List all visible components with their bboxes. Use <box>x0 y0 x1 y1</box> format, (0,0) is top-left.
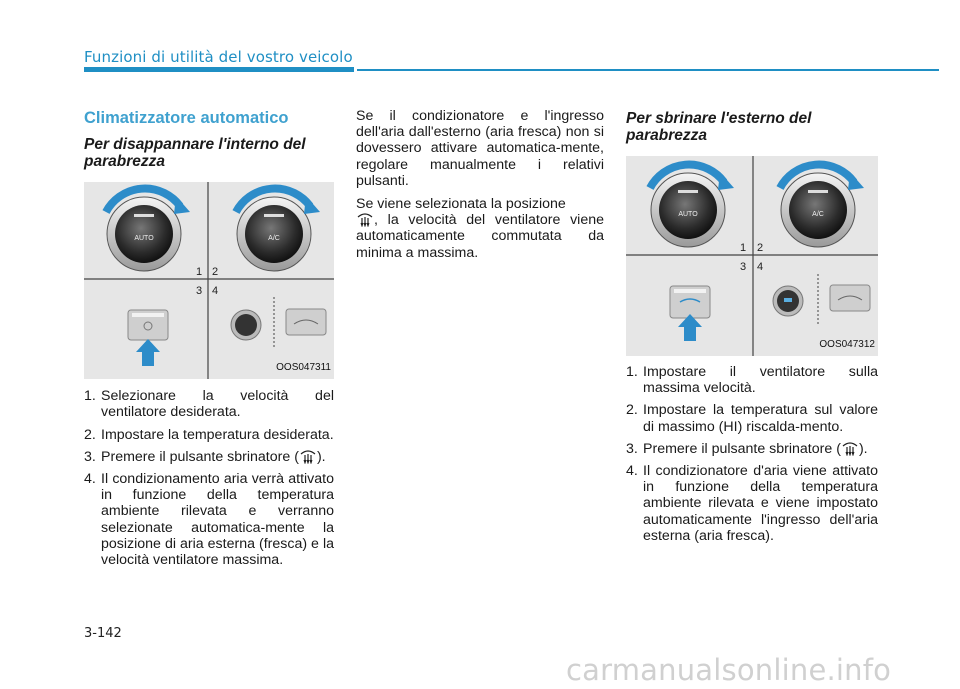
section-heading: Climatizzatore automatico <box>84 109 289 127</box>
svg-text:1: 1 <box>740 242 747 254</box>
list-item: 1. Selezionare la velocità del ventilatore desiderata. <box>84 388 334 421</box>
small-knob-icon <box>231 310 261 340</box>
defrost-icon <box>299 449 317 464</box>
steps-list <box>84 388 334 568</box>
subheading-defrost: Per sbrinare l'esterno del parabrezza <box>626 110 812 144</box>
svg-text:AUTO: AUTO <box>134 235 154 243</box>
figure-code: OOS047312 <box>819 338 875 350</box>
left-column <box>84 110 334 574</box>
svg-text:4: 4 <box>212 285 219 298</box>
list-item: 2. Impostare la temperatura sul valore di massimo (HI) riscalda-mento. <box>626 402 878 435</box>
page-number: 3-142 <box>84 626 122 641</box>
control-panel-illustration <box>84 182 334 379</box>
steps-list <box>626 364 878 544</box>
svg-text:2: 2 <box>212 266 219 279</box>
running-header: Funzioni di utilità del vostro veicolo <box>84 48 353 66</box>
paragraph-fan-speed: Se viene selezionata la posizione , la velocità del ventilatore viene automaticamente commutata da minima a massima. <box>356 196 604 261</box>
recirc-button-icon <box>830 285 870 311</box>
svg-text:A/C: A/C <box>268 235 280 243</box>
header-bar <box>84 67 354 72</box>
figure-defog-interior <box>84 182 334 379</box>
list-item: 4. Il condizionatore d'aria viene attivato in funzione della temperatura ambiente rilevata e viene impostato automaticamente l'ingresso dell'aria esterna (aria fresca). <box>626 463 878 544</box>
svg-text:1: 1 <box>196 266 203 279</box>
svg-text:A/C: A/C <box>812 211 824 218</box>
control-panel-illustration <box>626 156 878 356</box>
recirc-button-icon <box>286 309 326 335</box>
watermark: carmanualsonline.info <box>566 653 892 687</box>
middle-column <box>356 108 604 268</box>
svg-text:3: 3 <box>196 285 203 298</box>
list-item: 1. Impostare il ventilatore sulla massima velocità. <box>626 364 878 397</box>
defrost-icon <box>356 212 374 227</box>
figure-defrost-exterior <box>626 156 878 356</box>
list-item: 3. Premere il pulsante sbrinatore ( ). <box>626 440 868 457</box>
right-column <box>626 110 878 550</box>
list-item: 3. Premere il pulsante sbrinatore ( ). <box>84 448 326 465</box>
defrost-icon <box>841 441 859 456</box>
small-knob-icon <box>773 286 803 316</box>
list-item: 2. Impostare la temperatura desiderata. <box>84 426 334 443</box>
paragraph-manual-adjust: Se il condizionatore e l'ingresso dell'aria dall'esterno (aria fresca) non si dovessero attivare automatica-mente, regolare manualmente i relativi pulsanti. <box>356 108 604 189</box>
list-item: 4. Il condizionamento aria verrà attivato in funzione della temperatura ambiente rilevata e verranno selezionate automatica-mente la posizione di aria esterna (fresca) e la velocità ventilatore massima. <box>84 471 334 569</box>
svg-text:4: 4 <box>757 261 764 273</box>
subheading-defog: Per disappannare l'interno del parabrezza <box>84 136 306 171</box>
svg-text:2: 2 <box>757 242 764 254</box>
svg-text:AUTO: AUTO <box>678 211 698 218</box>
header-rule <box>357 69 939 71</box>
figure-code: OOS047311 <box>276 362 331 373</box>
svg-text:3: 3 <box>740 261 747 273</box>
